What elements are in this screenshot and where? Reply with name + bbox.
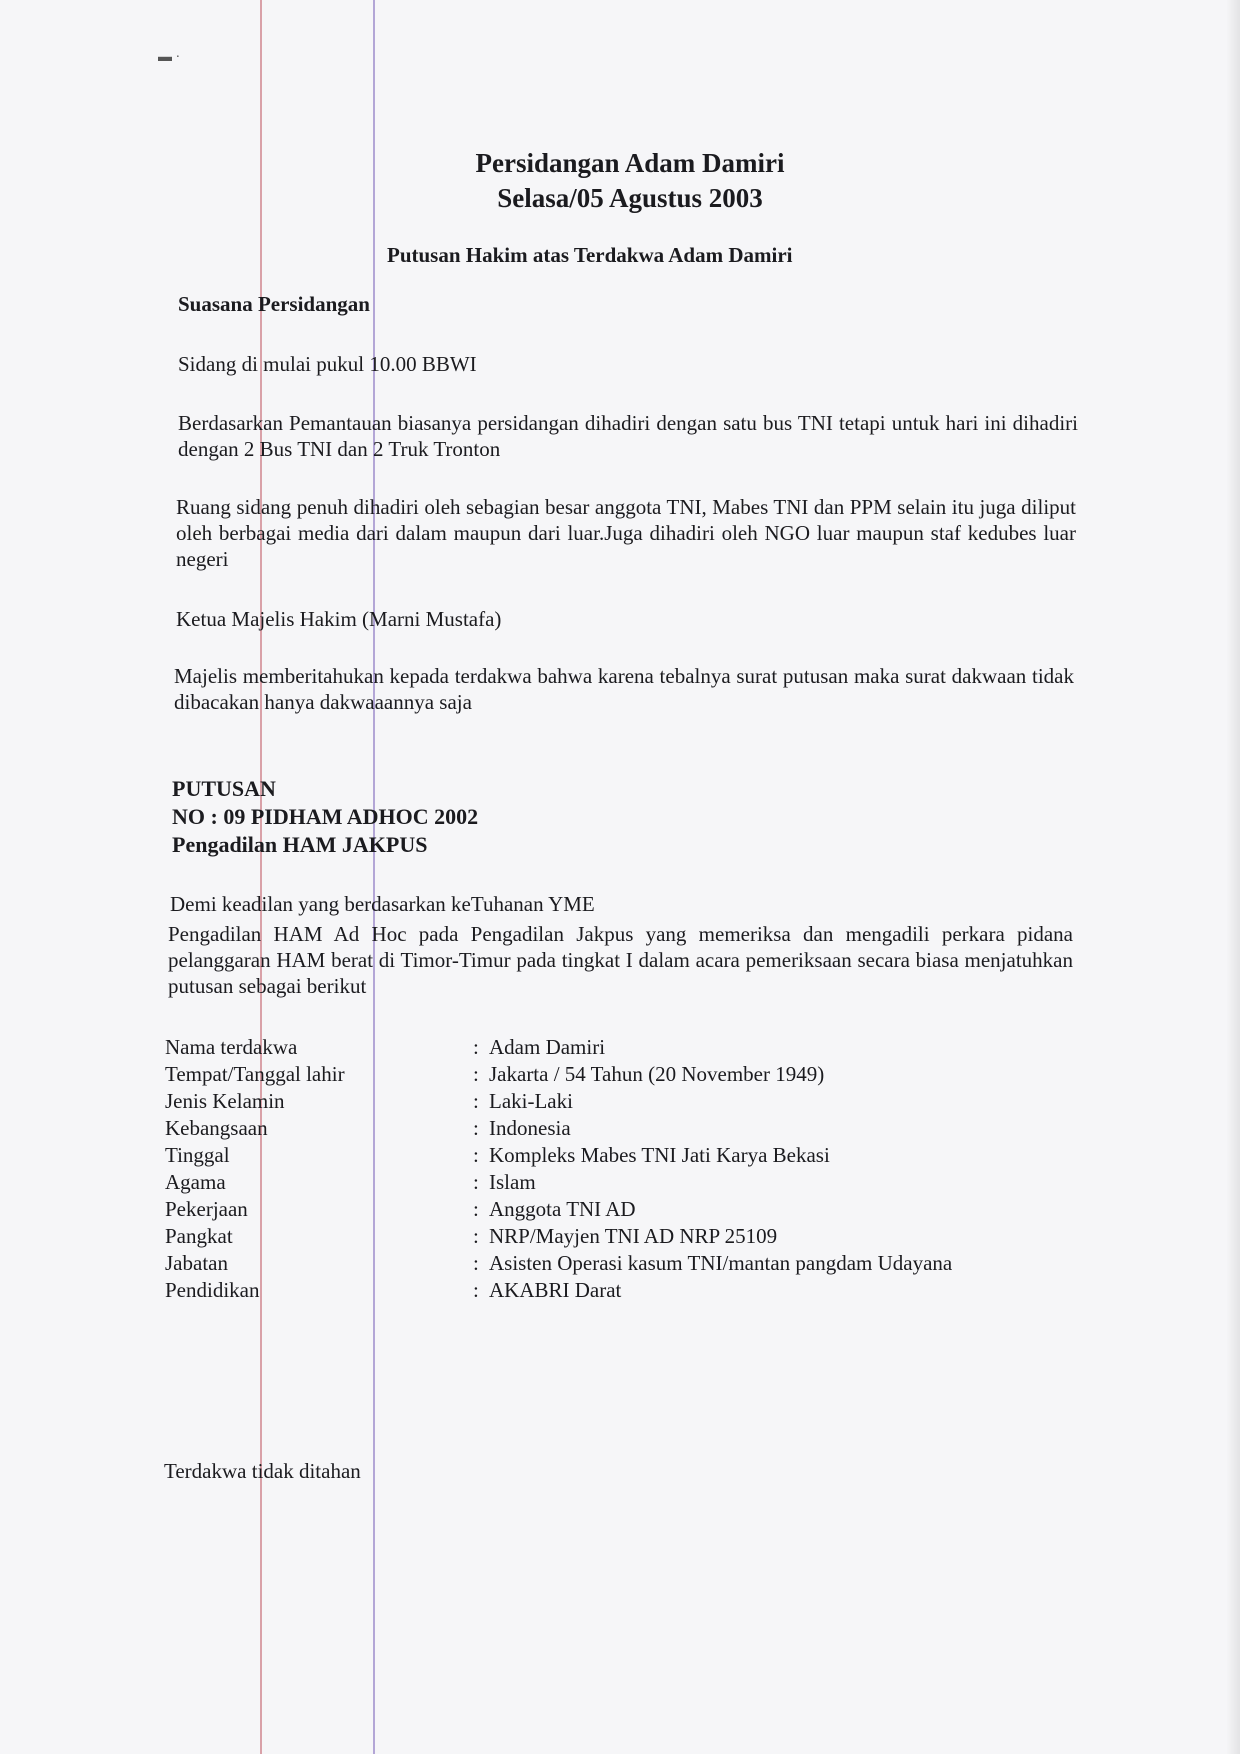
field-label: Kebangsaan	[165, 1116, 268, 1140]
field-value: Asisten Operasi kasum TNI/mantan pangdam Udayana	[489, 1251, 953, 1275]
field-separator: :	[473, 1062, 479, 1086]
document-subtitle: Putusan Hakim atas Terdakwa Adam Damiri	[387, 243, 793, 267]
table-row	[165, 1115, 969, 1142]
table-row	[165, 1277, 969, 1304]
document-date: Selasa/05 Agustus 2003	[497, 183, 763, 213]
field-value: Kompleks Mabes TNI Jati Karya Bekasi	[489, 1143, 830, 1167]
preamble-line-1: Demi keadilan yang berdasarkan keTuhanan YME	[170, 892, 595, 916]
field-value: AKABRI Darat	[489, 1278, 622, 1302]
verdict-court: Pengadilan HAM JAKPUS	[172, 832, 428, 857]
field-value: NRP/Mayjen TNI AD NRP 25109	[489, 1224, 778, 1248]
section-heading: Suasana Persidangan	[178, 292, 370, 316]
field-value: Indonesia	[489, 1116, 571, 1140]
field-label: Jabatan	[165, 1251, 228, 1275]
field-separator: :	[473, 1224, 479, 1248]
field-separator: :	[473, 1197, 479, 1221]
field-label: Pekerjaan	[165, 1197, 248, 1221]
detention-status: Terdakwa tidak ditahan	[164, 1459, 361, 1483]
field-label: Nama terdakwa	[165, 1035, 298, 1059]
table-row	[165, 1034, 969, 1061]
defendant-identity-table	[165, 1034, 969, 1304]
document-title: Persidangan Adam Damiri	[475, 148, 785, 178]
table-row	[165, 1250, 969, 1277]
paragraph-monitoring: Berdasarkan Pemantauan biasanya persidangan dihadiri dengan satu bus TNI tetapi untuk hari ini dihadiri dengan 2 Bus TNI dan 2 Truk Tronton	[178, 411, 1078, 461]
field-value: Anggota TNI AD	[489, 1197, 636, 1221]
table-row	[165, 1142, 969, 1169]
table-row	[165, 1223, 969, 1250]
field-separator: :	[473, 1089, 479, 1113]
field-separator: :	[473, 1170, 479, 1194]
margin-line-red	[260, 0, 262, 1754]
paragraph-attendance: Ruang sidang penuh dihadiri oleh sebagian besar anggota TNI, Mabes TNI dan PPM selain itu juga diliput oleh berbagai media dari dalam maupun dari luar.Juga dihadiri oleh NGO luar maupun staf kedubes luar negeri	[176, 495, 1076, 571]
table-row	[165, 1061, 969, 1088]
field-separator: :	[473, 1143, 479, 1167]
field-label: Jenis Kelamin	[165, 1089, 285, 1113]
paragraph-announcement: Majelis memberitahukan kepada terdakwa bahwa karena tebalnya surat putusan maka surat dakwaan tidak dibacakan hanya dakwaaannya saja	[174, 664, 1074, 714]
table-row	[165, 1169, 969, 1196]
table-row	[165, 1196, 969, 1223]
field-separator: :	[473, 1251, 479, 1275]
field-label: Pangkat	[165, 1224, 233, 1248]
paragraph-start-time: Sidang di mulai pukul 10.00 BBWI	[178, 352, 477, 376]
field-label: Agama	[165, 1170, 226, 1194]
field-value: Islam	[489, 1170, 536, 1194]
verdict-number: NO : 09 PIDHAM ADHOC 2002	[172, 804, 479, 829]
field-separator: :	[473, 1116, 479, 1140]
table-row	[165, 1088, 969, 1115]
margin-line-blue	[373, 0, 375, 1754]
field-label: Tempat/Tanggal lahir	[165, 1062, 345, 1086]
field-separator: :	[473, 1035, 479, 1059]
field-value: Laki-Laki	[489, 1089, 573, 1113]
field-value: Jakarta / 54 Tahun (20 November 1949)	[489, 1062, 825, 1086]
paragraph-chief-judge: Ketua Majelis Hakim (Marni Mustafa)	[176, 607, 502, 631]
scan-speck: ▬ ·	[158, 50, 181, 65]
field-value: Adam Damiri	[489, 1035, 606, 1059]
verdict-heading-block	[172, 775, 478, 859]
verdict-heading: PUTUSAN	[172, 776, 276, 801]
field-separator: :	[473, 1278, 479, 1302]
field-label: Tinggal	[165, 1143, 230, 1167]
field-label: Pendidikan	[165, 1278, 260, 1302]
preamble-line-2: Pengadilan HAM Ad Hoc pada Pengadilan Jakpus yang memeriksa dan mengadili perkara pidana pelanggaran HAM berat di Timor-Timur pada tingkat I dalam acara pemeriksaan secara biasa menjatuhkan putusan sebagai berikut	[168, 922, 1073, 998]
